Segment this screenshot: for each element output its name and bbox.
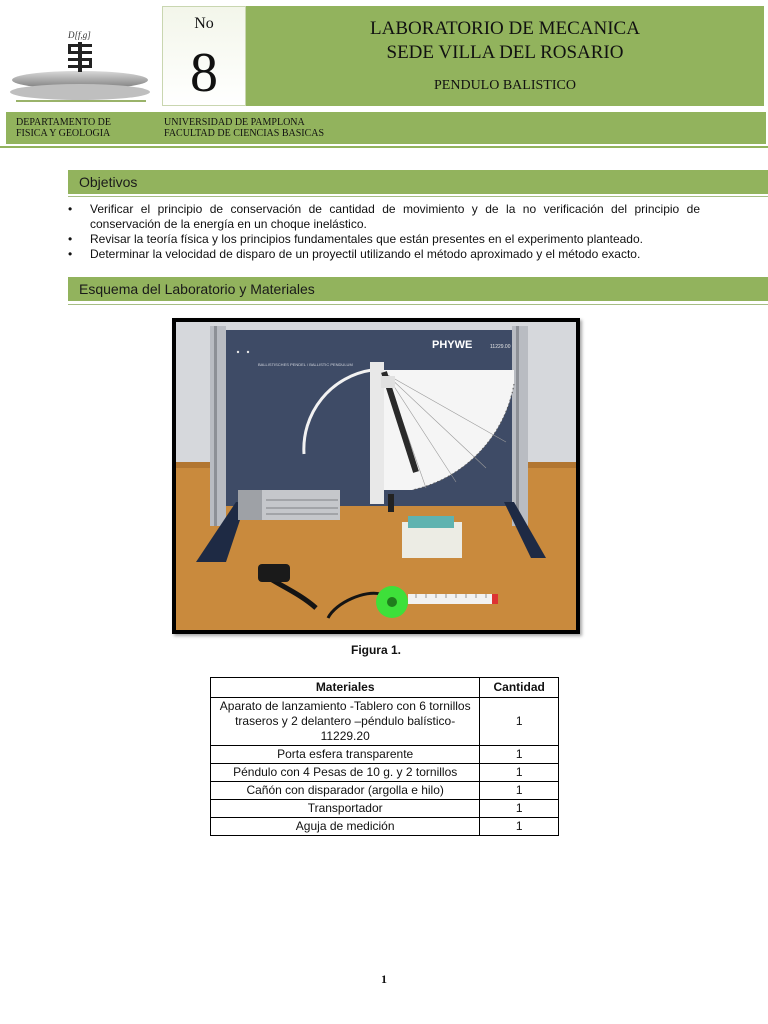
title-banner [246,6,764,106]
material-cell: Aparato de lanzamiento -Tablero con 6 tornillos traseros y 2 delantero –péndulo balístico- 11229.20 [211,698,480,746]
table-row [211,818,559,836]
table-row [211,746,559,764]
logo-text: D[f,g] [68,30,91,40]
list-item: • Revisar la teoría física y los principios fundamentales que están presentes en el experimento planteado. [68,232,700,247]
lab-title: LABORATORIO DE MECANICA [370,18,640,39]
experiment-subtitle: PENDULO BALISTICO [434,78,576,93]
logo-disc-icon [6,22,154,108]
figure-brand: PHYWE [432,339,473,351]
header-materiales: Materiales [211,678,480,698]
objectives-divider [68,196,768,197]
quantity-cell: 1 [480,782,559,800]
header-cantidad: Cantidad [480,678,559,698]
material-cell: Porta esfera transparente [211,746,480,764]
materials-heading: Esquema del Laboratorio y Materiales [68,277,768,301]
material-cell: Cañón con disparador (argolla e hilo) [211,782,480,800]
campus-title: SEDE VILLA DEL ROSARIO [386,42,624,63]
lab-number-box [162,6,246,106]
quantity-cell: 1 [480,800,559,818]
table-row [211,800,559,818]
material-cell: Transportador [211,800,480,818]
figure-model: 11229.00 [490,344,511,350]
figure-panel-label: BALLISTISCHES PENDEL / BALLISTIC PENDULUM [258,362,353,367]
institution-bar [6,112,766,144]
objectives-list [68,202,700,262]
quantity-cell: 1 [480,764,559,782]
list-item: • Determinar la velocidad de disparo de un proyectil utilizando el método aproximado y el método exacto. [68,247,700,262]
materials-divider [68,304,768,305]
university-logo [6,22,154,108]
material-cell: Péndulo con 4 Pesas de 10 g. y 2 tornillos [211,764,480,782]
page-number: 1 [381,972,387,986]
ballistic-pendulum-photo [176,322,576,630]
objectives-heading: Objetivos [68,170,768,194]
department-name: DEPARTAMENTO DE FISICA Y GEOLOGIA [16,117,111,139]
list-item: • Verificar el principio de conservación de cantidad de movimiento y de la no verificación del principio de conservación de la energía en un choque inelástico. [68,202,700,232]
figure-1-image [172,318,580,634]
figure-caption: Figura 1. [350,643,401,657]
table-row [211,764,559,782]
quantity-cell: 1 [480,746,559,764]
materials-table [210,677,559,836]
quantity-cell: 1 [480,818,559,836]
lab-number: 8 [190,42,218,104]
header-divider [0,146,768,148]
material-cell: Aguja de medición [211,818,480,836]
quantity-cell: 1 [480,698,559,746]
university-name: UNIVERSIDAD DE PAMPLONA FACULTAD DE CIENCIAS BASICAS [164,117,325,139]
table-row [211,698,559,746]
table-header-row [211,678,559,698]
table-row [211,782,559,800]
lab-number-label: No [194,15,214,32]
